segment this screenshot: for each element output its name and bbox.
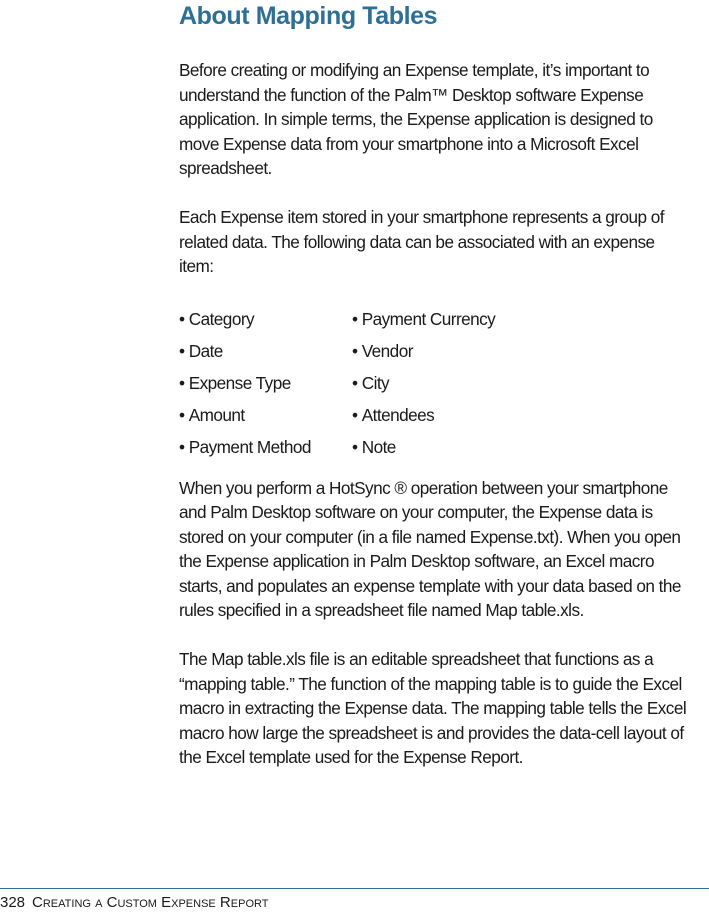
list-item-expense-type: • Expense Type [179,371,352,396]
list-item-payment-method: • Payment Method [179,435,352,460]
list-item-vendor: • Vendor [352,339,552,364]
data-field-list [179,303,689,460]
list-item-city: • City [352,371,552,396]
list-item-amount: • Amount [179,403,352,428]
page-number: 328 [0,894,26,911]
items-intro-paragraph: Each Expense item stored in your smartphone represents a group of related data. The following data can be associated with an expense item: [179,207,664,276]
list-item-date: • Date [179,339,352,364]
page-footer [0,893,268,913]
list-item-note: • Note [352,435,552,460]
list-item-category: • Category [179,307,352,332]
list-item-payment-currency: • Payment Currency [352,307,552,332]
footer-divider [0,888,709,889]
running-section-title: Creating a Custom Expense Report [32,894,269,911]
list-item-attendees: • Attendees [352,403,552,428]
hotsync-paragraph: When you perform a HotSync ® operation between your smartphone and Palm Desktop software on your computer, the Expense data is stored on your computer (in a file named Expense.txt). When you open the Expense application in Palm Desktop software, an Excel macro starts, and populates an expense template with your data based on the rules specified in a spreadsheet file named Map table.xls. [179,477,681,620]
body-content [179,58,689,794]
intro-paragraph: Before creating or modifying an Expense template, it’s important to understand the function of the Palm™ Desktop software Expense application. In simple terms, the Expense application is designed to move Expense data from your smartphone into a Microsoft Excel spreadsheet. [179,60,653,178]
page-title: About Mapping Tables [179,2,438,30]
map-table-paragraph: The Map table.xls file is an editable spreadsheet that functions as a “mapping table.” The function of the mapping table is to guide the Excel macro in extracting the Expense data. The mapping table tells the Excel macro how large the spreadsheet is and provides the data-cell layout of the Excel template used for the Expense Report. [179,649,687,767]
